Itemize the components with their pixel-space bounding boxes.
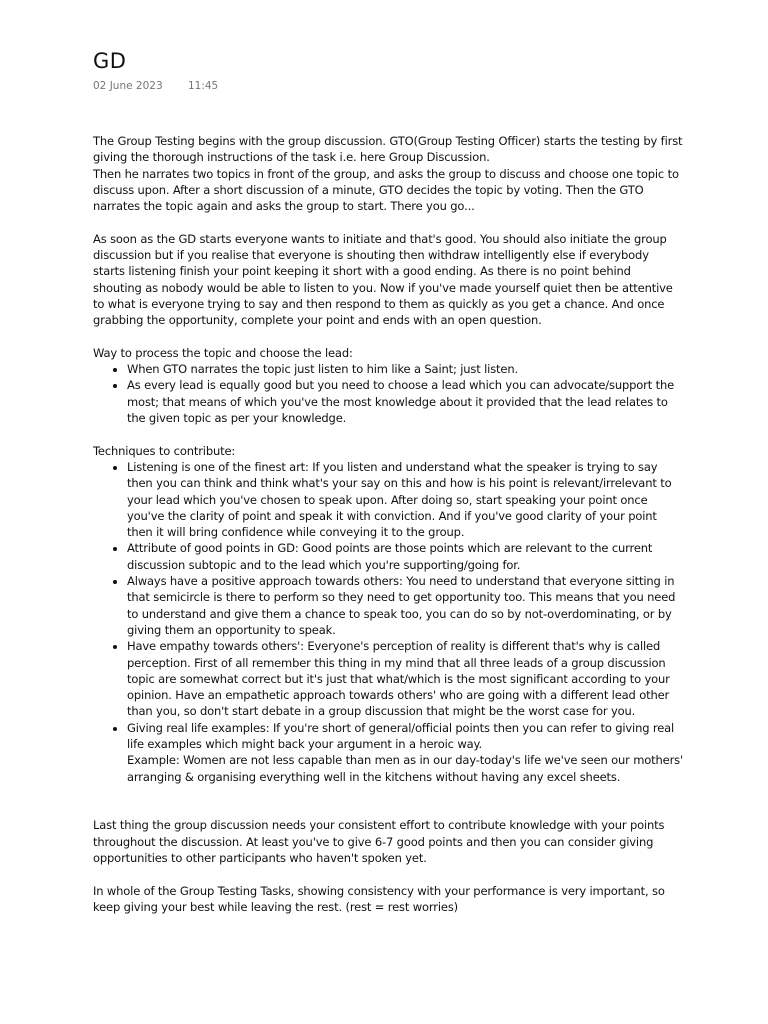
spacer [93,801,683,817]
note-body [93,133,683,915]
list-item: • When GTO narrates the topic just listen to him like a Saint; just listen. [127,361,683,377]
intro-line-1: The Group Testing begins with the group discussion. GTO(Group Testing Officer) starts the testing by first giving the thorough instructions of the task i.e. here Group Discussion. [93,134,683,165]
note-date: 02 June 2023 [93,80,163,92]
page-title: GD [93,49,127,73]
example-text: Example: Women are not less capable than men as in our day-today's life we've seen our mothers' arranging & organising everything well in the kitchens without having any excel sheets. [127,753,684,784]
list-item: • Listening is one of the finest art: If you listen and understand what the speaker is trying to say then you can think and think what's your say on this and how is his point is relevant/irrelevant to your lead which you've chosen to speak upon. After doing so, start speaking your point once you've the clarity of point and speak it with conviction. And if you've good clarity of your point then it will bring confidence while conveying it to the group. [127,459,683,540]
closing-paragraph-2: In whole of the Group Testing Tasks, showing consistency with your performance is very important, so keep giving your best while leaving the rest. (rest = rest worries) [93,883,665,914]
initiate-paragraph: As soon as the GD starts everyone wants to initiate and that's good. You should also initiate the group discussion but if you realise that everyone is shouting then withdraw intelligently else if everybody starts listening finish your point keeping it short with a good ending. As there is no point behind shouting as nobody would be able to listen to you. Now if you've made yourself quiet then be attentive to what is everyone trying to say and then respond to them as quickly as you get a chance. And once grabbing the opportunity, complete your point and ends with an open question. [93,231,673,328]
intro-line-2: Then he narrates two topics in front of the group, and asks the group to discuss and choose one topic to discuss upon. After a short discussion of a minute, GTO decides the topic by voting. Then the GTO narrates the topic again and asks the group to start. There you go... [93,166,679,214]
list-item: • Always have a positive approach towards others: You need to understand that everyone sitting in that semicircle is there to perform so they need to get opportunity too. This means that you need to understand and give them a chance to speak too, you can do so by not-overdominating, or by giving them an opportunity to speak. [127,573,683,638]
spacer [93,785,683,801]
list-item: • As every lead is equally good but you need to choose a lead which you can advocate/support the most; that means of which you've the most knowledge about it provided that the lead relates to the given topic as per your knowledge. [127,377,683,426]
list-item [127,720,683,785]
lead-section-heading: Way to process the topic and choose the lead: [93,345,353,360]
intro-paragraph [93,133,683,214]
techniques-list [93,459,683,785]
examples-text: Giving real life examples: If you're short of general/official points then you can refer to giving real life examples which might back your argument in a heroic way. [127,720,675,751]
lead-list [93,361,683,426]
list-item: • Attribute of good points in GD: Good points are those points which are relevant to the current discussion subtopic and to the lead which you're supporting/going for. [127,540,683,573]
note-page [93,48,683,915]
techniques-heading: Techniques to contribute: [93,443,236,458]
list-item: • Have empathy towards others': Everyone's perception of reality is different that's why is called perception. First of all remember this thing in my mind that all three leads of a group discussion topic are somewhat correct but it's just that what/which is the most significant according to your opinion. Have an empathetic approach towards others' who are going with a different lead other than you, so don't start debate in a group discussion that might be the worst case for you. [127,638,683,719]
closing-paragraph-1: Last thing the group discussion needs your consistent effort to contribute knowledge with your points throughout the discussion. At least you've to give 6-7 good points and then you can consider giving opportunities to other participants who haven't spoken yet. [93,818,665,866]
note-time: 11:45 [187,80,219,92]
note-meta [93,79,683,93]
